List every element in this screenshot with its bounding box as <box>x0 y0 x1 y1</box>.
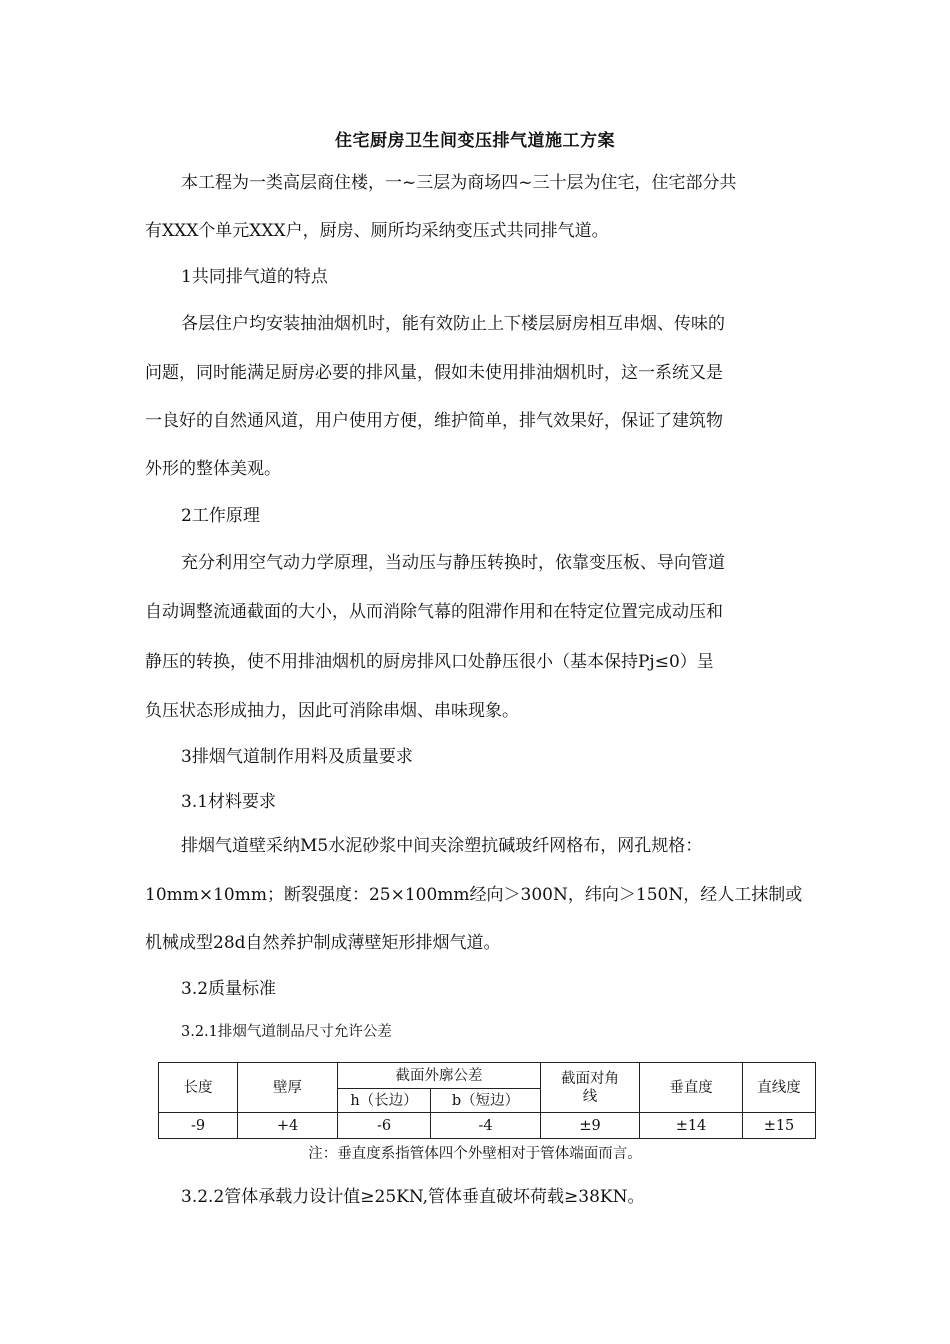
heading-section-3-2: 3.2质量标准 <box>181 979 277 999</box>
paragraph-materials-line2: 10mm×10mm；断裂强度：25×100mm经向＞300N，纬向＞150N，经人工抹制或 <box>145 885 803 905</box>
paragraph-intro-line1: 本工程为一类高层商住楼，一~三层为商场四~三十层为住宅，住宅部分共 <box>181 173 737 193</box>
heading-section-2: 2工作原理 <box>181 506 260 526</box>
header-wall-thickness: 壁厚 <box>238 1063 338 1113</box>
paragraph-materials-line3: 机械成型28d自然养护制成薄壁矩形排烟气道。 <box>145 933 501 953</box>
cell-diagonal: ±9 <box>541 1113 640 1139</box>
paragraph-principle-line4: 负压状态形成抽力，因此可消除串烟、串味现象。 <box>145 701 519 721</box>
header-length: 长度 <box>159 1063 238 1113</box>
paragraph-features-line3: 一良好的自然通风道，用户使用方便，维护简单，排气效果好，保证了建筑物 <box>145 411 723 431</box>
paragraph-features-line1: 各层住户均安装抽油烟机时，能有效防止上下楼层厨房相互串烟、传味的 <box>181 314 725 334</box>
document-title: 住宅厨房卫生间变压排气道施工方案 <box>335 131 615 151</box>
cell-straightness: ±15 <box>743 1113 816 1139</box>
cell-wall-thickness: +4 <box>238 1113 338 1139</box>
paragraph-features-line2: 问题，同时能满足厨房必要的排风量，假如未使用排油烟机时，这一系统又是 <box>145 363 723 383</box>
heading-section-3-1: 3.1材料要求 <box>181 792 277 812</box>
paragraph-principle-line1: 充分利用空气动力学原理，当动压与静压转换时，依靠变压板、导向管道 <box>181 553 725 573</box>
tolerance-table <box>158 1062 816 1139</box>
heading-section-3: 3排烟气道制作用料及质量要求 <box>181 747 413 767</box>
heading-section-1: 1共同排气道的特点 <box>181 267 328 287</box>
paragraph-principle-line3: 静压的转换，使不用排油烟机的厨房排风口处静压很小（基本保持Pj≤0）呈 <box>145 652 714 672</box>
paragraph-principle-line2: 自动调整流通截面的大小，从而消除气幕的阻滞作用和在特定位置完成动压和 <box>145 602 723 622</box>
header-outline-tolerance: 截面外廓公差 <box>338 1063 541 1089</box>
header-verticality: 垂直度 <box>640 1063 743 1113</box>
header-straightness: 直线度 <box>743 1063 816 1113</box>
header-b-short-side: b（短边） <box>431 1089 541 1113</box>
paragraph-3-2-2: 3.2.2管体承载力设计值≥25KN,管体垂直破坏荷载≥38KN。 <box>181 1187 645 1207</box>
heading-section-3-2-1: 3.2.1排烟气道制品尺寸允许公差 <box>181 1024 392 1040</box>
paragraph-features-line4: 外形的整体美观。 <box>145 459 281 479</box>
cell-b: -4 <box>431 1113 541 1139</box>
cell-verticality: ±14 <box>640 1113 743 1139</box>
cell-length: -9 <box>159 1113 238 1139</box>
paragraph-intro-line2: 有XXX个单元XXX户，厨房、厕所均采纳变压式共同排气道。 <box>145 221 609 241</box>
cell-h: -6 <box>338 1113 431 1139</box>
paragraph-materials-line1: 排烟气道壁采纳M5水泥砂浆中间夹涂塑抗碱玻纤网格布，网孔规格： <box>181 836 703 856</box>
header-h-long-side: h（长边） <box>338 1089 431 1113</box>
header-diagonal: 截面对角线 <box>541 1063 640 1113</box>
table-note: 注：垂直度系指管体四个外壁相对于管体端面而言。 <box>308 1146 642 1162</box>
